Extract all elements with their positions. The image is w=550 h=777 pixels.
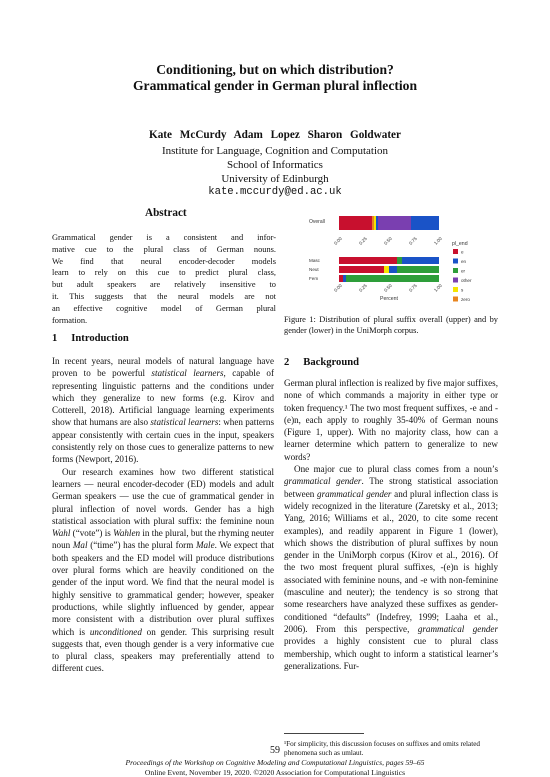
abstract-line: mative cue to the plural class of German nouns. bbox=[52, 244, 276, 254]
intro-paragraph-2: Our research examines how two different statistical learners — neural encoder-decoder (ED) models and adult German speakers — use the cue of grammatical gender in plural inflection of novel words. Gender has a high statistical association with plural suffix: the feminine noun Wahl (“vote”) is Wahlen in the plural, but the rhyming neuter noun Mal (“time”) has the plural form Male. We expect that both speakers and the ED model will produce distributions over plural forms which are heavily conditioned on the gender of the input word. We find that the neural model is highly sensitive to grammatical gender; however, speaker productions, while slightly influenced by gender, appear more consistent with a distribution over plural suffixes which is unconditioned on gender. This surprising result suggests that, even though gender is a very informative cue to plural class, speakers may preferentially attend to different cues. bbox=[52, 466, 274, 674]
page-number: 59 bbox=[270, 745, 280, 756]
abstract-line: an effective cognitive model of German plural bbox=[52, 303, 276, 313]
tick-label: 0.25 bbox=[358, 283, 368, 293]
tick-label: Overall bbox=[309, 219, 325, 225]
legend-label: other bbox=[461, 278, 472, 283]
legend-label: s bbox=[461, 287, 464, 293]
section-number: 2 bbox=[284, 357, 290, 368]
intro-column bbox=[52, 355, 274, 675]
background-paragraph-2: One major cue to plural class comes from a noun’s grammatical gender. The strong statistical association between grammatical gender and plural inflection class is widely recognized in the literature (Zaretsky et al., 2013; Yang, 2016; Williams et al., 2020, to cite some recent examples), and readily apparent in Figure 1 (lower), which shows the distribution of plural suffixes by noun gender in the UniMorph corpus (Kirov et al., 2016). Of the two most frequent plural suffixes, -(e)n is highly associated with feminine nouns, and -e with non-feminine (masculine and neuter); the tendency is so strong that some researchers have analyzed these suffixes as gender-conditioned “defaults” (Indefrey, 1999; Laaha et al., 2006). From this perspective, grammatical gender provides a highly consistent cue to plural class membership, which ought to inform a statistical learner’s generalizations. Fur- bbox=[284, 464, 498, 671]
authors: Kate McCurdy Adam Lopez Sharon Goldwater bbox=[149, 129, 401, 141]
legend-label: e bbox=[461, 249, 464, 255]
legend-swatch bbox=[453, 268, 458, 273]
legend-swatch bbox=[453, 297, 458, 302]
tick-label: 0.00 bbox=[333, 283, 343, 293]
section-number: 1 bbox=[52, 333, 58, 344]
bar-segment bbox=[374, 216, 376, 230]
background-column bbox=[284, 377, 498, 672]
tick-label: 1.00 bbox=[433, 283, 443, 293]
bar-segment bbox=[339, 257, 397, 264]
intro-paragraph-1: In recent years, neural models of natural language have proven to be powerful statistical learners, capable of representing linguistic patterns and the conditions under which they generalize to new forms (e.g. Kirov and Cotterell, 2018). Artificial language learning experiments show that humans are also statistical learners: when patterns appear consistently with certain cues in the input, speakers consistently rely on those cues to generalize patterns to new forms (Newport, 2016). bbox=[52, 356, 274, 465]
affiliation-university: University of Edinburgh bbox=[221, 173, 329, 185]
figure-1-caption: Figure 1: Distribution of plural suffix overall (upper) and by gender (lower) in the UniMorph corpus. bbox=[284, 315, 498, 336]
bar-segment bbox=[339, 275, 343, 282]
bar-segment bbox=[397, 257, 402, 264]
section-intro-heading bbox=[52, 333, 129, 344]
tick-label: 0.75 bbox=[408, 283, 418, 293]
legend-label: zero bbox=[461, 297, 470, 302]
abstract-line: formation. bbox=[52, 315, 88, 325]
bar-segment bbox=[343, 275, 346, 282]
legend-swatch bbox=[453, 278, 458, 283]
paper-title bbox=[0, 62, 550, 94]
legend-swatch bbox=[453, 249, 458, 254]
section-title: Background bbox=[303, 357, 360, 368]
bar-segment bbox=[372, 216, 374, 230]
legend-title: pl_end bbox=[452, 241, 468, 247]
affiliation-institute: Institute for Language, Cognition and Computation bbox=[161, 145, 389, 157]
bar-segment bbox=[339, 266, 384, 273]
figure-1-chart bbox=[289, 211, 489, 319]
tick-label: 0.00 bbox=[333, 236, 343, 246]
title-line-2: Grammatical gender in German plural inflection bbox=[132, 78, 418, 93]
bar-segment bbox=[384, 266, 389, 273]
bar-segment bbox=[397, 266, 439, 273]
abstract-line: learn to rely on this cue to predict plural class, bbox=[52, 268, 276, 278]
abstract-line: but adult speakers are relatively insensitive to bbox=[52, 280, 276, 290]
background-paragraph-1: German plural inflection is realized by five major suffixes, none of which commands a majority in either type or token frequency.¹ The two most frequent suffixes, -e and -(e)n, each apply to roughly 35-40% of German nouns (Figure 1, upper). With no majority class, how can a learner determine which pattern to generalize to new words? bbox=[284, 378, 498, 462]
footnote: ¹For simplicity, this discussion focuses on suffixes and omits related phenomena such as umlaut. bbox=[284, 740, 480, 758]
tick-label: Neut bbox=[309, 267, 319, 272]
tick-label: 0.50 bbox=[383, 236, 393, 246]
section-background-heading bbox=[284, 357, 359, 368]
bar-segment bbox=[346, 275, 439, 282]
section-title: Introduction bbox=[71, 333, 129, 344]
online-event-line: Online Event, November 19, 2020. ©2020 Association for Computational Linguistics bbox=[144, 768, 406, 777]
abstract-line: Grammatical gender is a consistent and infor- bbox=[52, 233, 276, 242]
legend-swatch bbox=[453, 287, 458, 292]
tick-label: Masc bbox=[309, 258, 320, 263]
bar-segment bbox=[376, 216, 378, 230]
tick-label: 0.75 bbox=[408, 236, 418, 246]
abstract-line: it. This suggests that the neural models are not bbox=[52, 291, 276, 301]
bar-segment bbox=[402, 257, 439, 264]
title-line-1: Conditioning, but on which distribution? bbox=[156, 62, 394, 77]
abstract-line: We find that neural encoder-decoder models bbox=[52, 256, 276, 266]
footnote-rule bbox=[284, 733, 364, 734]
abstract-heading: Abstract bbox=[145, 207, 187, 219]
tick-label: 1.00 bbox=[433, 236, 443, 246]
tick-label: 0.25 bbox=[358, 236, 368, 246]
abstract-body bbox=[52, 232, 276, 326]
author-email[interactable]: kate.mccurdy@ed.ac.uk bbox=[208, 186, 342, 198]
affiliation-school: School of Informatics bbox=[227, 159, 323, 171]
bar-segment bbox=[411, 216, 439, 230]
legend-swatch bbox=[453, 259, 458, 264]
tick-label: Fem bbox=[309, 276, 319, 281]
tick-label: 0.50 bbox=[383, 283, 393, 293]
bar-segment bbox=[389, 266, 397, 273]
legend-label: en bbox=[461, 259, 467, 264]
bar-segment bbox=[339, 216, 372, 230]
x-axis-label: Percent bbox=[380, 296, 398, 302]
bar-segment bbox=[378, 216, 411, 230]
legend-label: er bbox=[461, 268, 466, 274]
proceedings-line: Proceedings of the Workshop on Cognitive Modeling and Computational Linguistics, pages 59–65 bbox=[125, 758, 425, 767]
